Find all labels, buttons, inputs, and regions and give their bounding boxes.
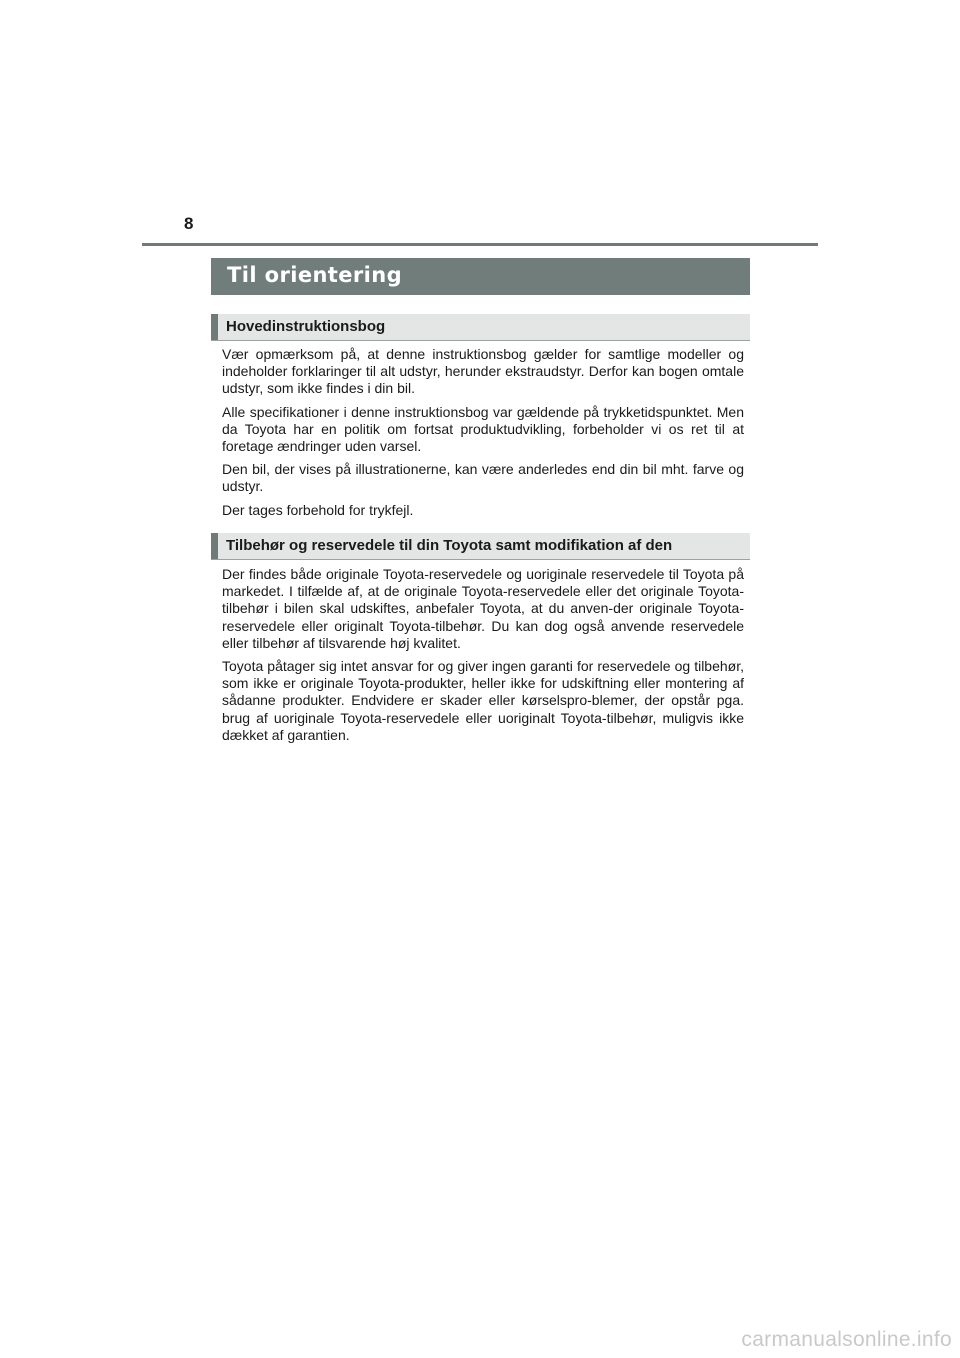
paragraph: Der tages forbehold for trykfejl. <box>222 501 414 518</box>
paragraph: Toyota påtager sig intet ansvar for og giver ingen garanti for reservedele og tilbehør, som ikke er originale Toyota-produkter, heller ikke for udskiftning eller montering af sådanne produkter. Endvidere er skader eller kørselspro-blemer, der opstår pga. brug af uoriginale Toyota-reservedele eller uoriginalt Toyota-tilbehør, muligvis ikke dækket af garantien. <box>222 658 744 743</box>
section-accent-bar <box>211 533 218 559</box>
section-title: Hovedinstruktionsbog <box>226 318 386 335</box>
chapter-title: Til orientering <box>227 263 403 287</box>
section-heading-main-manual <box>211 314 750 341</box>
paragraph: Alle specifikationer i denne instruktionsbog var gældende på trykketidspunktet. Men da Toyota har en politik om fortsat produktudvikling, forbeholder vi os ret til at foretage ændringer uden varsel. <box>222 403 744 455</box>
section-body-main-manual <box>222 346 744 525</box>
page-number: 8 <box>184 214 194 233</box>
paragraph: Der findes både originale Toyota-reservedele og uoriginale reservedele til Toyota på markedet. I tilfælde af, at de originale Toyota-reservedele eller det originale Toyota-tilbehør i bilen skal udskiftes, anbefaler Toyota, at du anven-der originale Toyota-reservedele eller originalt Toyota-tilbehør. Du kan dog også anvende reservedele eller tilbehør af tilsvarende høj kvalitet. <box>222 566 744 651</box>
header-rule <box>142 243 818 246</box>
chapter-banner <box>211 258 750 295</box>
watermark: carmanualsonline.info <box>741 1328 952 1351</box>
paragraph: Den bil, der vises på illustrationerne, kan være anderledes end din bil mht. farve og udstyr. <box>222 461 744 495</box>
section-body-accessories <box>222 566 744 750</box>
paragraph: Vær opmærksom på, at denne instruktionsbog gælder for samtlige modeller og indeholder forklaringer til alt udstyr, herunder ekstraudstyr. Derfor kan bogen omtale udstyr, som ikke findes i din bil. <box>222 346 744 397</box>
section-title: Tilbehør og reservedele til din Toyota samt modifikation af den <box>226 537 673 554</box>
section-heading-accessories <box>211 533 750 560</box>
section-accent-bar <box>211 314 218 340</box>
